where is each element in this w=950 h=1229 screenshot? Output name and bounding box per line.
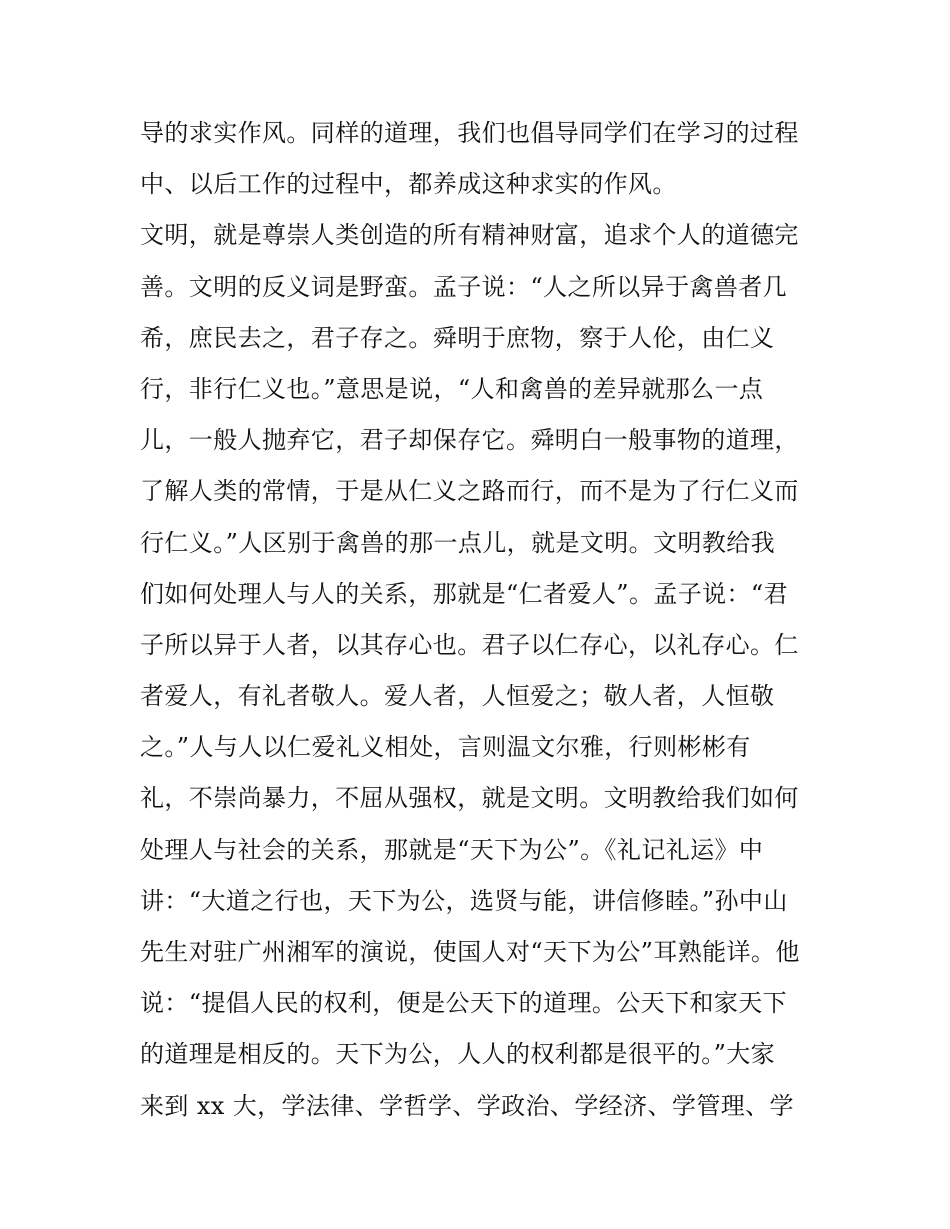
body-text — [140, 108, 830, 1132]
text-line: 了解人类的常情，于是从仁义之路而行，而不是为了行仁义而 — [140, 477, 799, 506]
text-line: 之。”人与人以仁爱礼义相处，言则温文尔雅，行则彬彬有 — [140, 733, 751, 762]
text-line: 说：“提倡人民的权利，便是公天下的道理。公天下和家天下 — [140, 989, 788, 1018]
text-line: 们如何处理人与人的关系，那就是“仁者爱人”。孟子说：“君 — [140, 579, 789, 608]
text-line: 行仁义。”人区别于禽兽的那一点儿，就是文明。文明教给我 — [140, 528, 776, 557]
text-line: 善。文明的反义词是野蛮。孟子说：“人之所以异于禽兽者几 — [140, 272, 788, 301]
text-line: 者爱人，有礼者敬人。爱人者，人恒爱之；敬人者，人恒敬 — [140, 682, 775, 711]
text-line: 中、以后工作的过程中，都养成这种求实的作风。 — [140, 170, 677, 199]
text-line: 的道理是相反的。天下为公，人人的权利都是很平的。”大家 — [140, 1040, 776, 1069]
text-line: 文明，就是尊崇人类创造的所有精神财富，追求个人的道德完 — [140, 221, 799, 250]
text-line: 子所以异于人者，以其存心也。君子以仁存心，以礼存心。仁 — [140, 630, 799, 659]
text-line: 导的求实作风。同样的道理，我们也倡导同学们在学习的过程 — [140, 119, 799, 147]
text-line: 来到 xx 大，学法律、学哲学、学政治、学经济、学管理、学 — [140, 1091, 794, 1120]
text-line: 讲：“大道之行也，天下为公，选贤与能，讲信修睦。”孙中山 — [140, 886, 788, 915]
text-line: 希，庶民去之，君子存之。舜明于庶物，察于人伦，由仁义 — [140, 323, 775, 352]
text-line: 处理人与社会的关系，那就是“天下为公”。《礼记礼运》中 — [140, 835, 764, 864]
text-line: 儿，一般人抛弃它，君子却保存它。舜明白一般事物的道理， — [140, 426, 799, 455]
text-line: 先生对驻广州湘军的演说，使国人对“天下为公”耳熟能详。他 — [140, 938, 800, 966]
text-line: 行，非行仁义也。”意思是说，“人和禽兽的差异就那么一点 — [140, 374, 764, 403]
text-line: 礼，不崇尚暴力，不屈从强权，就是文明。文明教给我们如何 — [140, 784, 799, 813]
